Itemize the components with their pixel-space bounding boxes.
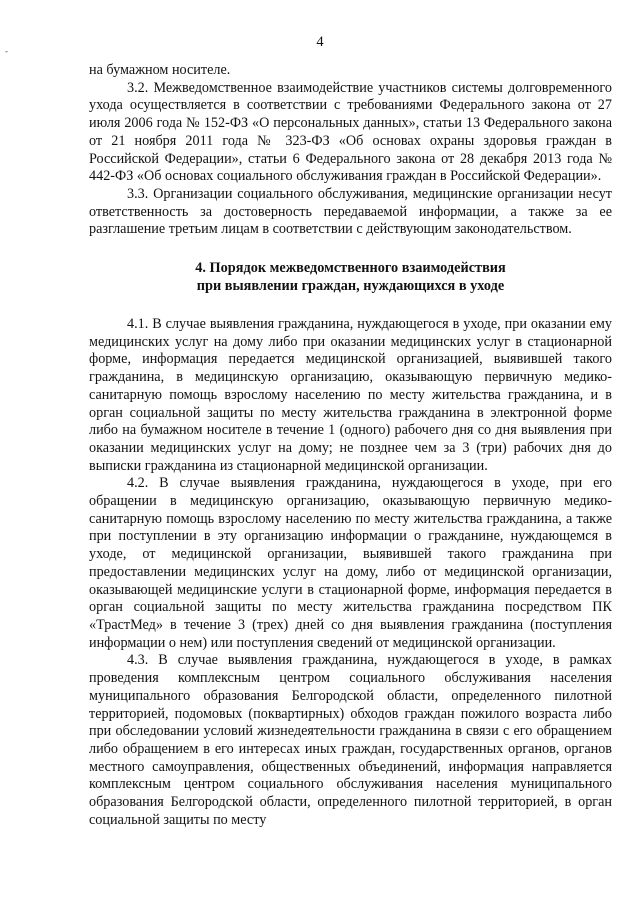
paragraph-4-2: 4.2. В случае выявления гражданина, нуждающегося в уходе, при его обращении в медицинскую организацию, оказывающую первичную медико-санитарную помощь взрослому населению по месту жительства гражданина, а также при поступлении в эту организацию информации о гражданине, нуждающемся в уходе, от медицинской организации, выявившей такого гражданина при предоставлении медицинских услуг на дому, либо от медицинской организации, оказывающей медицинские услуги в стационарной форме, информация передается в орган социальной защиты по месту жительства гражданина посредством ПК «ТрастМед» в течение 3 (трех) дней со дня выявления гражданина (поступления информации о нем) или поступления сведений от медицинской организации. xyxy=(89,475,612,651)
document-body xyxy=(89,62,612,829)
paragraph-continuation: на бумажном носителе. xyxy=(89,62,231,78)
paragraph-3-2: 3.2. Межведомственное взаимодействие участников системы долговременного ухода осуществляется в соответствии с требованиями Федерального закона от 27 июля 2006 года № 152-ФЗ «О персональных данных», статьи 13 Федерального закона от 21 ноября 2011 года № 323-ФЗ «Об основах охраны здоровья граждан в Российской Федерации», статьи 6 Федерального закона от 28 декабря 2013 года № 442-ФЗ «Об основах социального обслуживания граждан в Российской Федерации». xyxy=(89,79,612,185)
paragraph-3-3: 3.3. Организации социального обслуживания, медицинские организации несут ответственность за достоверность передаваемой информации, а также за ее разглашение третьим лицам в соответствии с действующим законодательством. xyxy=(89,185,612,238)
section-heading xyxy=(89,259,612,295)
margin-mark: - xyxy=(5,46,8,56)
section-heading-line-1: 4. Порядок межведомственного взаимодействия xyxy=(195,260,506,277)
paragraph-4-1: 4.1. В случае выявления гражданина, нуждающегося в уходе, при оказании ему медицинских услуг на дому либо при оказании медицинских услуг в стационарной форме, информация передается медицинской организацией, выявившей такого гражданина, в медицинскую организацию, оказывающую первичную медико-санитарную помощь взрослому населению по месту жительства гражданина, и в орган социальной защиты по месту жительства гражданина в электронной форме либо на бумажном носителе в течение 1 (одного) рабочего дня со дня выявления при оказании медицинских услуг на дому; не позднее чем за 3 (три) рабочих дня до выписки гражданина из стационарной медицинской организации. xyxy=(89,316,612,474)
page-number: 4 xyxy=(316,34,324,50)
section-heading-line-2: при выявлении граждан, нуждающихся в уходе xyxy=(196,278,505,295)
paragraph-4-3: 4.3. В случае выявления гражданина, нуждающегося в уходе, в рамках проведения комплексным центром социального обслуживания населения муниципального образования Белгородской области, определенного пилотной территорией, подомовых (поквартирных) обходов граждан пожилого возраста либо при обследовании условий жизнедеятельности гражданина в связи с его обращением либо обращением в его интересах иных граждан, государственных органов, органов местного самоуправления, общественных объединений, информация направляется комплексным центром социального обслуживания населения муниципального образования Белгородской области, определенного пилотной территорией, в орган социальной защиты по месту xyxy=(89,652,612,828)
